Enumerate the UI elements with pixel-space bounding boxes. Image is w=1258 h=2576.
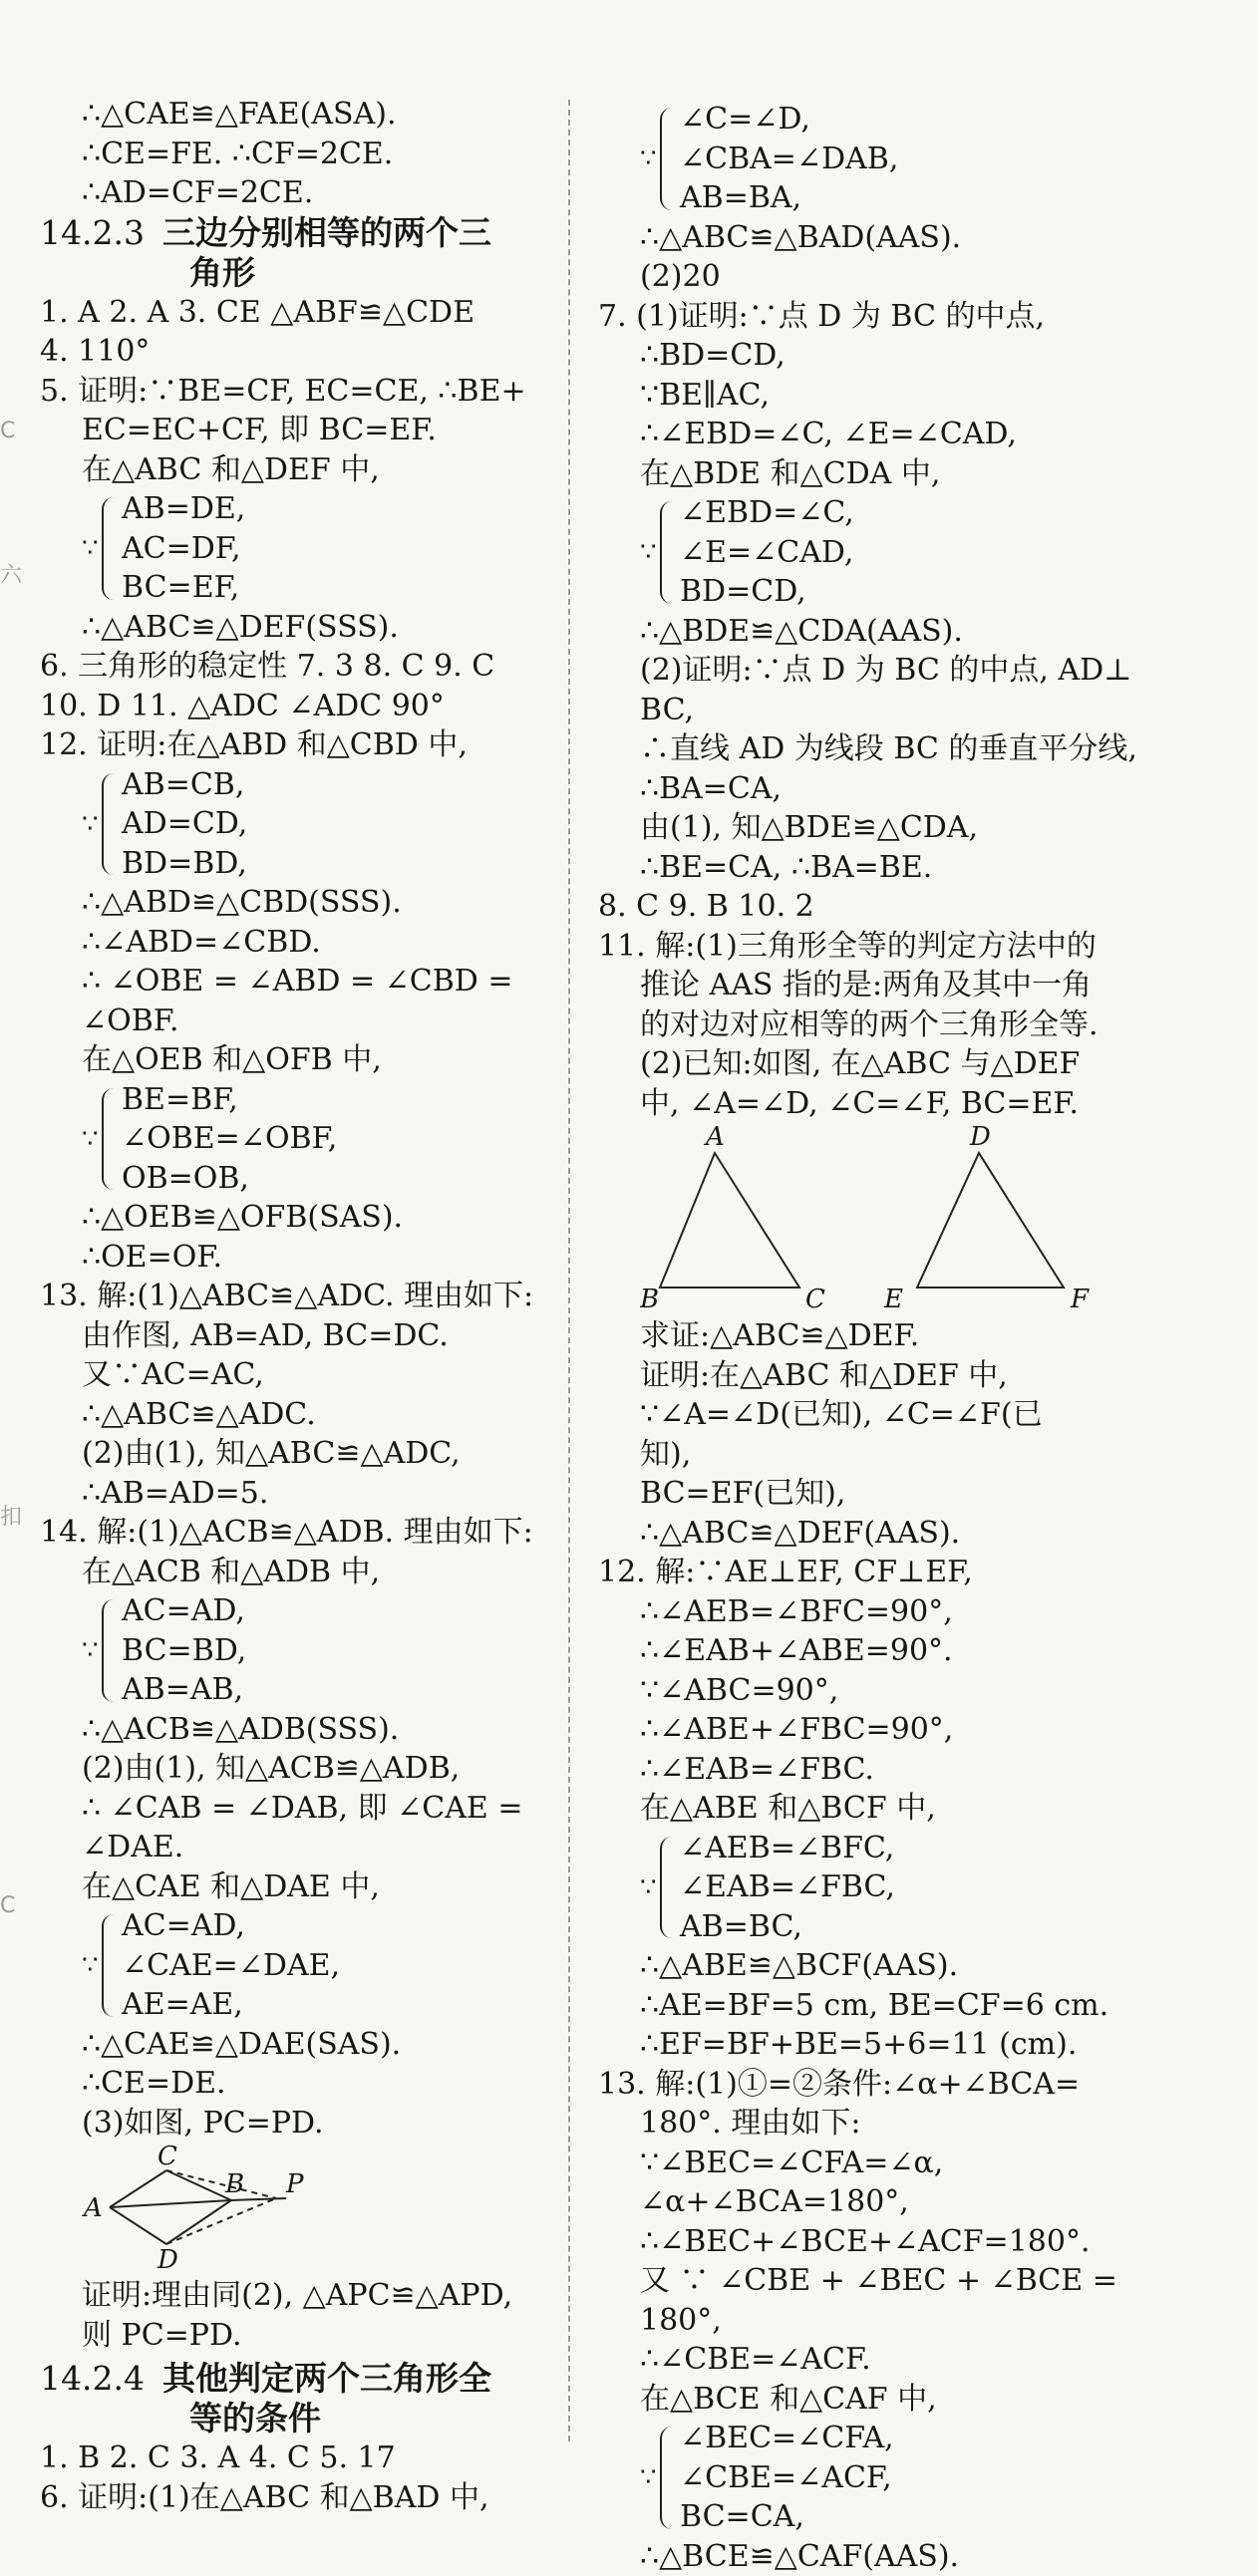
text-line: ∴AD=CF=2CE. [40,173,558,213]
answer-line: ∴∠CBE=∠ACF. [598,2340,1156,2380]
answer-line: ∴∠ABD=∠CBD. [40,923,558,963]
condition-brace: ∵ ∠BEC=∠CFA, ∠CBE=∠ACF, BC=CA, [640,2419,1156,2537]
answer-line: 则 PC=PD. [40,2316,558,2356]
fig-label-p: P [285,2169,304,2199]
condition: ∠CBA=∠DAB, [680,140,1156,179]
answer-line: BC, [598,691,1156,730]
answer-line: ∴ ∠CAB = ∠DAB, 即 ∠CAE = [40,1789,558,1829]
answer-line: 1. A 2. A 3. CE △ABF≌△CDE [40,293,558,333]
tri-label-d: D [969,1123,991,1152]
section-number: 14.2.3 [40,213,145,252]
condition: AC=AD, [122,1906,558,1946]
condition-brace: ∵ AB=DE, AC=DF, BC=EF, [82,489,558,608]
section-title-cont: 角形 [40,253,558,293]
answer-line: EC=EC+CF, 即 BC=EF. [40,411,558,450]
triangles-figure [640,1123,1138,1312]
answer-line: ∠OBF. [40,1002,558,1041]
condition-brace: ∵ AC=AD, BC=BD, AB=AB, [82,1591,558,1710]
answer-line: BC=EF(已知), [598,1474,1156,1514]
condition: BC=EF, [122,568,558,608]
condition: AB=BA, [680,178,1156,218]
answer-line: 7. (1)证明:∵点 D 为 BC 的中点, [598,297,1156,337]
answer-line: 在△OEB 和△OFB 中, [40,1040,558,1080]
column-divider [568,100,570,2441]
right-column [598,100,1156,2576]
answer-line: ∴AB=AD=5. [40,1474,558,1514]
condition: BD=BD, [122,844,558,884]
condition-brace: ∵ AB=CB, AD=CD, BD=BD, [82,765,558,884]
condition: AB=AB, [122,1670,558,1710]
answer-line: 在△BDE 和△CDA 中, [598,454,1156,494]
section-title: 三边分别相等的两个三 [162,213,491,252]
text-line: ∴△CAE≌△FAE(ASA). [40,95,558,135]
answer-line: ∴BE=CA, ∴BA=BE. [598,848,1156,888]
answer-line: 又∵AC=AC, [40,1355,558,1395]
answer-line: ∴∠EAB+∠ABE=90°. [598,1631,1156,1671]
answer-line: ∴△ABC≌△BAD(AAS). [598,218,1156,258]
fig-label-a: A [82,2193,103,2223]
condition: OB=OB, [122,1159,558,1199]
answer-line: ∴AE=BF=5 cm, BE=CF=6 cm. [598,1986,1156,2026]
fig-label-c: C [157,2143,177,2171]
answer-line: 由作图, AB=AD, BC=DC. [40,1316,558,1356]
condition: BC=CA, [680,2497,1156,2537]
condition: AE=AE, [122,1985,558,2025]
condition: ∠OBE=∠OBF, [122,1119,558,1159]
answer-line: ∴OE=OF. [40,1238,558,1278]
answer-line: ∴△OEB≌△OFB(SAS). [40,1198,558,1238]
section-title: 其他判定两个三角形全 [162,2359,491,2398]
answer-line: ∴△ABC≌△ADC. [40,1395,558,1435]
edge-mark: 六 [0,558,22,589]
condition: AC=AD, [122,1591,558,1631]
answer-line: ∵∠BEC=∠CFA=∠α, [598,2144,1156,2183]
answer-line: 1. B 2. C 3. A 4. C 5. 17 [40,2438,558,2478]
answer-line: (2)20 [598,257,1156,297]
answer-line: 在△ACB 和△ADB 中, [40,1553,558,1592]
answer-line: 12. 解:∵AE⊥EF, CF⊥EF, [598,1553,1156,1592]
condition-brace: ∵ ∠AEB=∠BFC, ∠EAB=∠FBC, AB=BC, [640,1829,1156,1947]
answer-line: ∴BD=CD, [598,336,1156,376]
answer-line: 10. D 11. △ADC ∠ADC 90° [40,687,558,726]
condition: AB=BC, [680,1907,1156,1947]
answer-line: ∴直线 AD 为线段 BC 的垂直平分线, [598,729,1156,769]
answer-line: ∵∠A=∠D(已知), ∠C=∠F(已 [598,1395,1156,1435]
answer-line: ∴BA=CA, [598,769,1156,809]
answer-line: (2)由(1), 知△ACB≌△ADB, [40,1749,558,1789]
answer-line: 11. 解:(1)三角形全等的判定方法中的 [598,927,1156,967]
answer-line: ∠DAE. [40,1828,558,1867]
answer-line: ∴∠EBD=∠C, ∠E=∠CAD, [598,415,1156,454]
answer-line: 证明:理由同(2), △APC≌△APD, [40,2276,558,2316]
answer-line: 求证:△ABC≌△DEF. [598,1316,1156,1356]
edge-mark: C [0,1893,15,1918]
condition: ∠CAE=∠DAE, [122,1946,558,1986]
answer-line: 14. 解:(1)△ACB≌△ADB. 理由如下: [40,1513,558,1553]
condition: AC=DF, [122,529,558,569]
answer-line: (2)由(1), 知△ABC≌△ADC, [40,1434,558,1474]
condition: BE=BF, [122,1080,558,1120]
text-line: ∴CE=FE. ∴CF=2CE. [40,135,558,174]
edge-mark: 扣 [0,1500,22,1531]
answer-line: 6. 三角形的稳定性 7. 3 8. C 9. C [40,647,558,687]
section-number: 14.2.4 [40,2359,145,2398]
answer-line: 180°. 理由如下: [598,2104,1156,2144]
condition-brace: ∵ ∠C=∠D, ∠CBA=∠DAB, AB=BA, [640,100,1156,218]
answer-line: ∴EF=BF+BE=5+6=11 (cm). [598,2025,1156,2065]
condition-brace: ∵ AC=AD, ∠CAE=∠DAE, AE=AE, [82,1906,558,2025]
answer-line: (2)证明:∵点 D 为 BC 的中点, AD⊥ [598,651,1156,691]
answer-line: ∴∠ABE+∠FBC=90°, [598,1710,1156,1750]
answer-line: ∴△ACB≌△ADB(SSS). [40,1710,558,1750]
answer-line: 的对边对应相等的两个三角形全等. [598,1005,1156,1045]
condition: ∠C=∠D, [680,100,1156,140]
answer-line: ∴△ABC≌△DEF(SSS). [40,608,558,648]
answer-line: ∴△CAE≌△DAE(SAS). [40,2025,558,2065]
answer-line: ∵∠ABC=90°, [598,1671,1156,1711]
answer-line: ∴∠BEC+∠BCE+∠ACF=180°. [598,2222,1156,2262]
tri-label-c: C [805,1285,825,1312]
answer-line: 在△ABE 和△BCF 中, [598,1789,1156,1829]
left-column [40,95,558,2517]
fig-label-d: D [157,2245,178,2272]
answer-line: (2)已知:如图, 在△ABC 与△DEF [598,1044,1156,1084]
condition-brace: ∵ ∠EBD=∠C, ∠E=∠CAD, BD=CD, [640,493,1156,612]
kite-figure [82,2143,341,2272]
answer-line: 由(1), 知△BDE≌△CDA, [598,808,1156,848]
condition: BD=CD, [680,572,1156,612]
answer-line: ∴∠EAB=∠FBC. [598,1750,1156,1790]
answer-line: ∴△ABC≌△DEF(AAS). [598,1514,1156,1554]
condition: AD=CD, [122,804,558,844]
answer-line: 又 ∵ ∠CBE + ∠BEC + ∠BCE = [598,2261,1156,2301]
edge-mark: C [0,419,15,443]
section-heading [40,2359,558,2399]
condition: AB=DE, [122,489,558,529]
condition: ∠BEC=∠CFA, [680,2419,1156,2458]
tri-label-a: A [704,1123,725,1152]
answer-line: 推论 AAS 指的是:两角及其中一角 [598,966,1156,1005]
answer-line: 知), [598,1435,1156,1475]
answer-line: ∴△ABE≌△BCF(AAS). [598,1946,1156,1986]
answer-line: 180°, [598,2301,1156,2341]
tri-label-b: B [640,1285,659,1312]
answer-line: 12. 证明:在△ABD 和△CBD 中, [40,725,558,765]
answer-line: 13. 解:(1)①=②条件:∠α+∠BCA= [598,2065,1156,2105]
condition: ∠CBE=∠ACF, [680,2458,1156,2498]
answer-line: 在△BCE 和△CAF 中, [598,2380,1156,2420]
tri-label-e: E [883,1285,903,1312]
condition: AB=CB, [122,765,558,805]
answer-line: ∴∠AEB=∠BFC=90°, [598,1592,1156,1632]
answer-line: 中, ∠A=∠D, ∠C=∠F, BC=EF. [598,1084,1156,1124]
condition: ∠EBD=∠C, [680,493,1156,533]
answer-line: 6. 证明:(1)在△ABC 和△BAD 中, [40,2478,558,2518]
section-title-cont: 等的条件 [40,2399,558,2438]
answer-line: ∴△BDE≌△CDA(AAS). [598,612,1156,652]
answer-line: ∴CE=DE. [40,2064,558,2104]
answer-line: 13. 解:(1)△ABC≌△ADC. 理由如下: [40,1277,558,1316]
answer-line: 在△ABC 和△DEF 中, [40,450,558,490]
answer-line: (3)如图, PC=PD. [40,2104,558,2144]
condition: ∠E=∠CAD, [680,533,1156,573]
answer-line: ∴ ∠OBE = ∠ABD = ∠CBD = [40,962,558,1002]
condition-brace: ∵ BE=BF, ∠OBE=∠OBF, OB=OB, [82,1080,558,1199]
answer-line: 8. C 9. B 10. 2 [598,887,1156,927]
section-heading [40,213,558,253]
answer-line: 4. 110° [40,332,558,372]
condition: BC=BD, [122,1631,558,1671]
answer-line: 证明:在△ABC 和△DEF 中, [598,1356,1156,1396]
answer-line: 在△CAE 和△DAE 中, [40,1867,558,1907]
tri-label-f: F [1070,1285,1090,1312]
answer-line: ∠α+∠BCA=180°, [598,2182,1156,2222]
answer-line: ∴△ABD≌△CBD(SSS). [40,883,558,923]
condition: ∠EAB=∠FBC, [680,1867,1156,1907]
fig-label-b: B [224,2169,244,2199]
answer-line: ∴△BCE≌△CAF(AAS). [598,2537,1156,2576]
answer-line: 5. 证明:∵BE=CF, EC=CE, ∴BE+ [40,372,558,412]
condition: ∠AEB=∠BFC, [680,1829,1156,1868]
answer-line: ∵BE∥AC, [598,376,1156,416]
